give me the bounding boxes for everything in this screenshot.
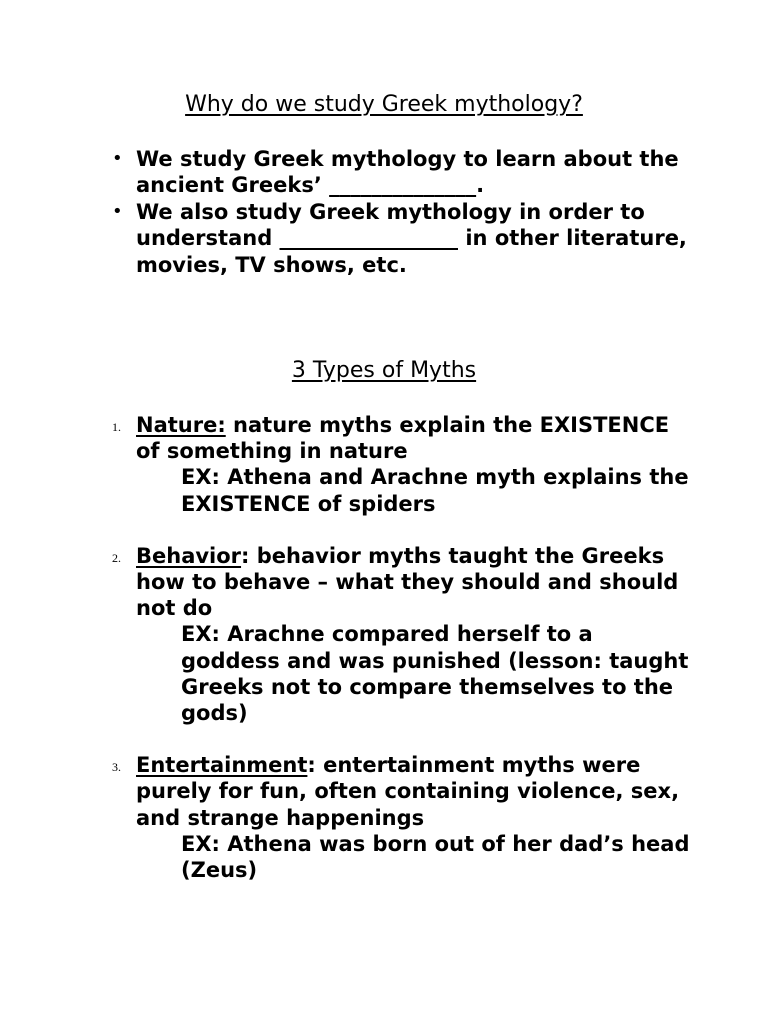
item-number: 2. xyxy=(112,550,121,565)
item-number: 1. xyxy=(112,420,121,434)
myth-type-name: Entertainment xyxy=(136,753,308,778)
myth-types-list xyxy=(0,412,768,883)
item-number: 3. xyxy=(112,760,121,775)
bullet-text-end: in other literature, movies, TV shows, etc. xyxy=(136,226,687,277)
fill-in-blank: ______________ xyxy=(329,173,477,198)
bullet-text-end: . xyxy=(476,173,485,198)
myth-type-name: Nature: xyxy=(136,413,226,437)
list-item xyxy=(0,146,696,199)
myth-type-example: EX: Arachne compared herself to a goddess and was punished (lesson: taught Greeks not to compare themselves to the gods) xyxy=(181,622,689,726)
myth-type-description: : entertainment myths were purely for fun, often containing violence, sex, and strange happenings xyxy=(136,753,680,830)
myth-type-name: Behavior xyxy=(136,543,242,568)
myth-type-nature xyxy=(0,412,696,517)
myth-type-description: : behavior myths taught the Greeks how to behave – what they should and should not do xyxy=(136,543,679,621)
bullet-icon: • xyxy=(112,200,123,222)
bullet-text: We study Greek mythology to learn about the ancient Greeks’ xyxy=(136,147,679,198)
section-title: 3 Types of Myths xyxy=(291,358,477,383)
bullet-icon: • xyxy=(112,148,123,169)
fill-in-blank: _________________ xyxy=(279,226,459,251)
myth-type-entertainment xyxy=(0,752,696,883)
myth-type-behavior xyxy=(0,543,696,726)
page-title: Why do we study Greek mythology? xyxy=(185,92,583,117)
myth-type-description: nature myths explain the EXISTENCE of something in nature xyxy=(136,413,670,464)
reasons-list xyxy=(0,146,768,278)
myth-type-example: EX: Athena and Arachne myth explains the EXISTENCE of spiders xyxy=(181,465,689,516)
list-item xyxy=(0,199,696,278)
bullet-text: We also study Greek mythology in order to understand xyxy=(136,199,645,251)
myth-type-example: EX: Athena was born out of her dad’s head (Zeus) xyxy=(181,831,690,883)
